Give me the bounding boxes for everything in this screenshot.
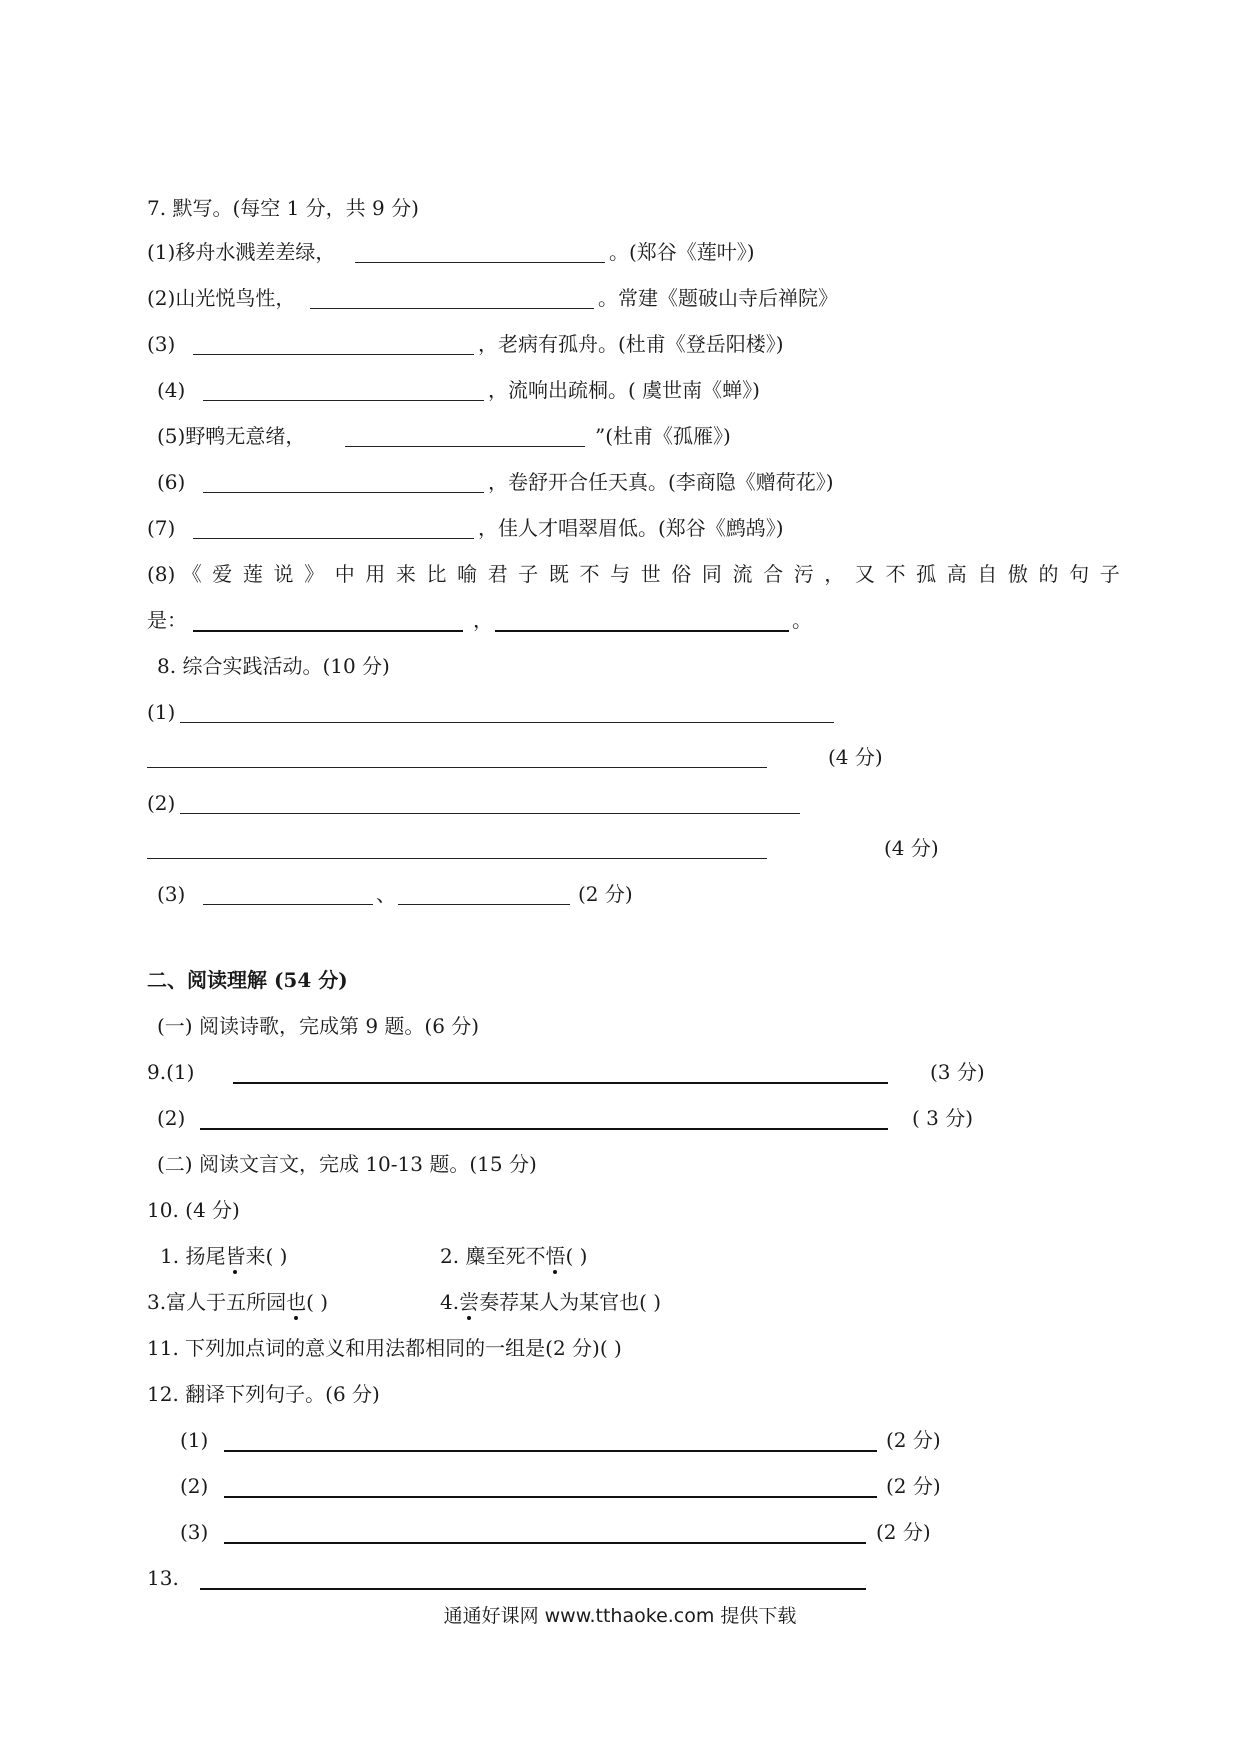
- q12-part-1-line[interactable]: [224, 1450, 877, 1452]
- item-num: (8): [147, 562, 176, 586]
- q7-blank-7[interactable]: [193, 538, 474, 539]
- q10-item-1-post: 来( ): [245, 1244, 288, 1268]
- q7-item-8-prefix: 是：: [147, 608, 187, 632]
- q10-item-4-post: 奏荐某人为某官也( ): [479, 1290, 662, 1314]
- q7-item-3-num: (3): [147, 332, 176, 356]
- q8-part-2-line-2[interactable]: [147, 858, 767, 859]
- q8-part-3-blank-2[interactable]: [398, 904, 570, 905]
- q8-part-1-num: (1): [147, 700, 176, 724]
- q9-part-2-line[interactable]: [200, 1128, 888, 1130]
- q9-part-1-line[interactable]: [233, 1082, 888, 1084]
- q7-item-7-num: (7): [147, 516, 176, 540]
- q7-item-7-source: ，佳人才唱翠眉低。(郑谷《鹧鸪》): [478, 516, 784, 540]
- q10-item-2: [440, 1244, 587, 1268]
- q7-blank-5[interactable]: [345, 446, 585, 447]
- q7-item-8-end: 。: [792, 608, 812, 632]
- q7-item-2-source: 。常建《题破山寺后禅院》: [598, 286, 838, 310]
- q7-title: 7. 默写。(每空 1 分，共 9 分): [147, 196, 419, 220]
- q8-part-3-blank-1[interactable]: [203, 904, 373, 905]
- item-text: 《爱莲说》中用来比喻君子既不与世俗同流合污，又不孤高自傲的句子: [181, 562, 1131, 586]
- q7-blank-6[interactable]: [203, 492, 484, 493]
- section-2-sub-1: (一) 阅读诗歌，完成第 9 题。(6 分): [157, 1014, 480, 1038]
- q10-item-3-dotted: 也: [286, 1290, 307, 1314]
- section-2-title: 二、阅读理解 (54 分): [147, 968, 348, 992]
- q12-part-2-line[interactable]: [224, 1496, 877, 1498]
- q7-item-2: [147, 286, 295, 310]
- q10-item-2-pre: 2. 麋至死不: [440, 1244, 546, 1268]
- q7-item-4-num: (4): [157, 378, 186, 402]
- q12-part-3-score: (2 分): [876, 1520, 931, 1544]
- q12-part-3-line[interactable]: [224, 1542, 866, 1544]
- item-text: 山光悦鸟性，: [175, 286, 296, 310]
- q9-part-1-score: (3 分): [930, 1060, 985, 1084]
- q10-item-3-post: ( ): [306, 1290, 329, 1314]
- q9-part-2-score: ( 3 分): [912, 1106, 974, 1130]
- q8-part-1-score: (4 分): [828, 745, 883, 769]
- q7-item-3-source: ，老病有孤舟。(杜甫《登岳阳楼》): [478, 332, 784, 356]
- q12-part-1-score: (2 分): [886, 1428, 941, 1452]
- q8-part-1-line-2[interactable]: [147, 767, 767, 768]
- q10-item-4-pre: 4.: [440, 1290, 460, 1314]
- q11-text: 11. 下列加点词的意义和用法都相同的一组是(2 分)( ): [147, 1336, 622, 1360]
- q12-part-2-score: (2 分): [886, 1474, 941, 1498]
- q7-blank-1[interactable]: [355, 262, 605, 263]
- q7-item-8-comma: ，: [473, 608, 493, 632]
- q10-item-3: [147, 1290, 328, 1314]
- q7-blank-2[interactable]: [310, 308, 594, 309]
- q10-item-1-pre: 1. 扬尾: [160, 1244, 226, 1268]
- q9-part-2-num: (2): [157, 1106, 186, 1130]
- q8-part-3-sep: 、: [376, 882, 396, 906]
- item-text: 移舟水溅差差绿，: [175, 240, 336, 264]
- item-num: (2): [147, 286, 176, 310]
- q7-item-4-source: ，流响出疏桐。( 虞世南《蝉》): [488, 378, 760, 402]
- q9-num: 9.: [147, 1060, 167, 1084]
- q12-part-1-num: (1): [180, 1428, 209, 1452]
- q9-part-1-label: [147, 1060, 194, 1084]
- q10-item-3-pre: 3.: [147, 1290, 167, 1314]
- item-num: (5): [157, 424, 186, 448]
- q8-part-3-num: (3): [157, 882, 186, 906]
- q8-part-2-num: (2): [147, 791, 176, 815]
- footer: 通通好课网 www.tthaoke.com 提供下载: [443, 1605, 797, 1627]
- q10-item-2-post: ( ): [565, 1244, 588, 1268]
- q10-item-1-dotted: 皆: [225, 1244, 246, 1268]
- q7-item-8: [147, 562, 1130, 586]
- q12-title: 12. 翻译下列句子。(6 分): [147, 1382, 380, 1406]
- q7-item-5: [157, 424, 305, 448]
- q8-part-1-line-1[interactable]: [180, 722, 834, 723]
- q10-item-3-text: 富人于五所园: [166, 1290, 287, 1314]
- item-num: (1): [147, 240, 176, 264]
- q10-item-4: [440, 1290, 661, 1314]
- q7-item-6-source: ，卷舒开合任天真。(李商隐《赠荷花》): [488, 470, 834, 494]
- q8-part-2-line-1[interactable]: [180, 813, 800, 814]
- q13-num: 13.: [147, 1566, 179, 1590]
- item-text: 野鸭无意绪，: [185, 424, 306, 448]
- q7-blank-3[interactable]: [193, 354, 474, 355]
- q7-blank-8b[interactable]: [495, 630, 789, 632]
- q10-title: 10. (4 分): [147, 1198, 240, 1222]
- q8-part-3-score: (2 分): [578, 882, 633, 906]
- q7-blank-8a[interactable]: [193, 630, 463, 632]
- q7-item-5-source: ”(杜甫《孤雁》): [595, 424, 731, 448]
- q7-item-1-source: 。(郑谷《莲叶》): [609, 240, 755, 264]
- q10-item-2-dotted: 悟: [545, 1244, 566, 1268]
- q8-part-2-score: (4 分): [884, 836, 939, 860]
- q8-title: 8. 综合实践活动。(10 分): [157, 654, 390, 678]
- q9-part-1-num: (1): [166, 1060, 195, 1084]
- q10-item-1: [160, 1244, 287, 1268]
- q7-item-1: [147, 240, 335, 264]
- q7-blank-4[interactable]: [203, 400, 484, 401]
- section-2-sub-2: (二) 阅读文言文，完成 10-13 题。(15 分): [157, 1152, 537, 1176]
- q10-item-4-dotted: 尝: [459, 1290, 480, 1314]
- q12-part-3-num: (3): [180, 1520, 209, 1544]
- q13-line[interactable]: [200, 1588, 866, 1590]
- q12-part-2-num: (2): [180, 1474, 209, 1498]
- q7-item-6-num: (6): [157, 470, 186, 494]
